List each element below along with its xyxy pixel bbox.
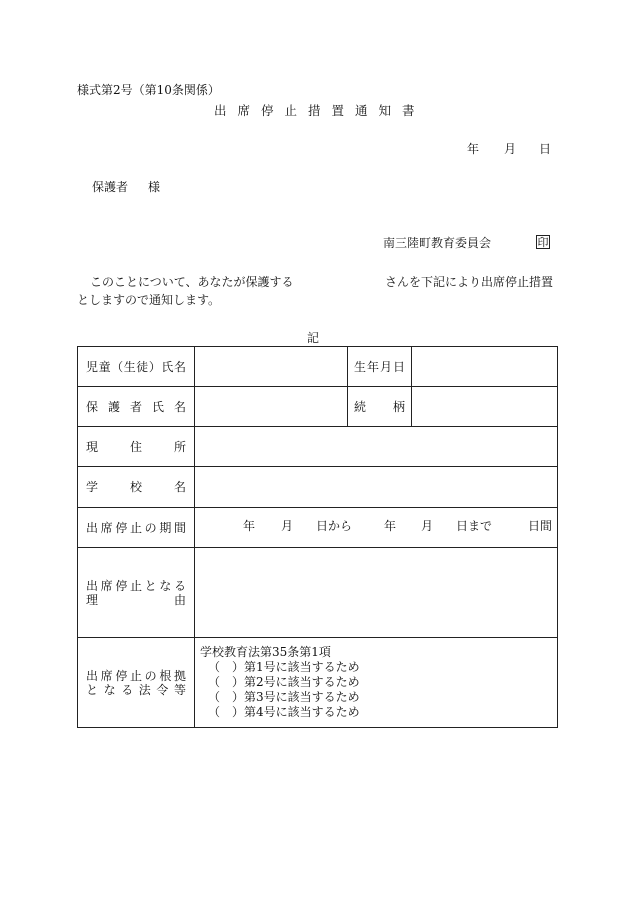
reason-label-line2: 理由 (86, 592, 186, 607)
basis-item[interactable]: （ ）第4号に該当するため (208, 705, 360, 719)
period-field[interactable] (195, 508, 558, 548)
reason-label (78, 548, 195, 638)
reason-field[interactable] (195, 548, 558, 638)
row-school (78, 467, 558, 508)
notice-table (77, 346, 558, 728)
guardian-name-label: 保護者氏名 (78, 387, 195, 427)
period-year1: 年 (243, 519, 256, 533)
address-label: 現住所 (78, 427, 195, 467)
relationship-field[interactable] (412, 387, 558, 427)
row-address (78, 427, 558, 467)
address-field[interactable] (195, 427, 558, 467)
basis-item[interactable]: （ ）第3号に該当するため (208, 690, 360, 704)
basis-field (195, 638, 558, 728)
addressee-label: 保護者 (92, 180, 129, 194)
birthdate-label: 生年月日 (348, 347, 412, 387)
basis-label-line2: となる法令等 (86, 682, 186, 697)
seal-stamp: 印 (537, 236, 549, 249)
basis-label (78, 638, 195, 728)
body-line1-right: さんを下記により出席停止措置 (385, 275, 554, 289)
document-title: 出席停止措置通知書 (214, 103, 426, 118)
date-day: 日 (539, 142, 552, 156)
basis-item[interactable]: （ ）第2号に該当するため (208, 675, 360, 689)
body-line2: としますので通知します。 (77, 293, 221, 307)
guardian-name-field[interactable] (195, 387, 348, 427)
period-days: 日間 (528, 519, 553, 533)
birthdate-field[interactable] (412, 347, 558, 387)
law-reference: 学校教育法第35条第1項 (200, 645, 331, 659)
row-period (78, 508, 558, 548)
row-student (78, 347, 558, 387)
body-line1-left: このことについて、あなたが保護する (90, 275, 294, 289)
period-to: 日まで (456, 519, 493, 533)
school-label: 学校名 (78, 467, 195, 508)
basis-label-line1: 出席停止の根拠 (86, 668, 186, 683)
issuer-name: 南三陸町教育委員会 (383, 236, 492, 250)
date-year: 年 (467, 142, 480, 156)
period-label: 出席停止の期間 (78, 508, 195, 548)
date-month: 月 (504, 142, 517, 156)
reason-label-line1: 出席停止となる (86, 578, 186, 593)
addressee-honorific: 様 (148, 180, 161, 194)
basis-item[interactable]: （ ）第1号に該当するため (208, 660, 360, 674)
school-field[interactable] (195, 467, 558, 508)
ki-heading: 記 (307, 331, 320, 345)
row-guardian (78, 387, 558, 427)
period-month2: 月 (421, 519, 434, 533)
form-number: 様式第2号（第10条関係） (77, 83, 220, 97)
row-basis (78, 638, 558, 728)
period-month1: 月 (281, 519, 294, 533)
relationship-label: 続柄 (348, 387, 412, 427)
row-reason (78, 548, 558, 638)
period-from: 日から (316, 519, 353, 533)
student-name-label: 児童（生徒）氏名 (78, 347, 195, 387)
period-year2: 年 (384, 519, 397, 533)
student-name-field[interactable] (195, 347, 348, 387)
